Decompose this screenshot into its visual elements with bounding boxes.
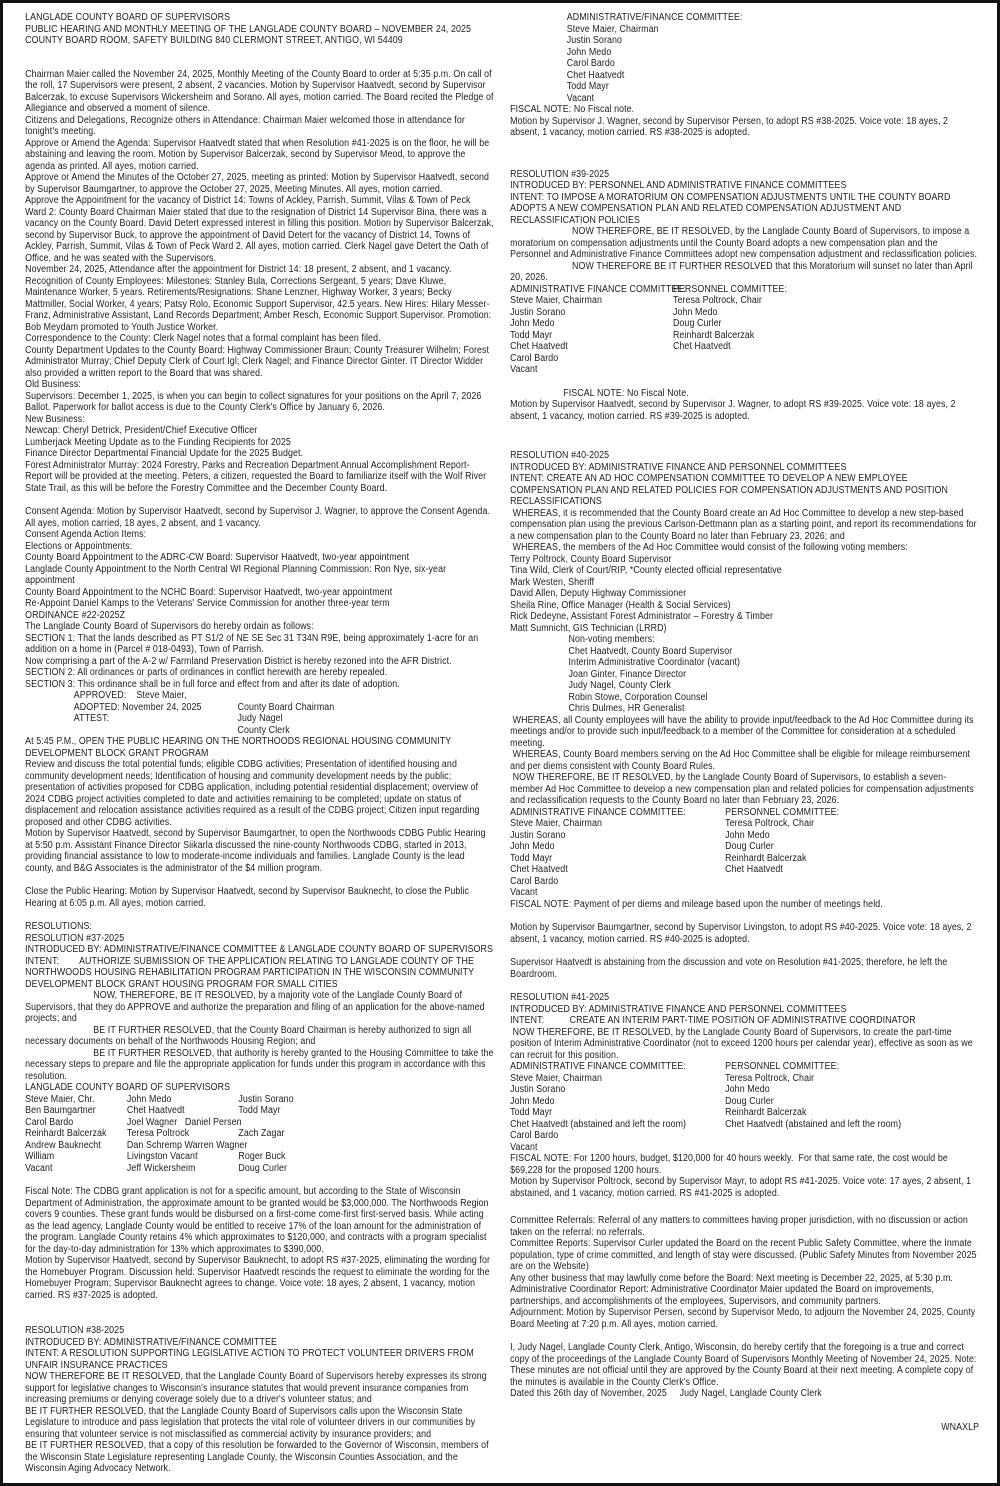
table-cell: Reinhardt Balcerzak (672, 329, 755, 341)
table-row (510, 818, 979, 830)
paragraph: INTRODUCED BY: ADMINISTRATIVE FINANCE AND PERSONNEL COMMITTEES (510, 461, 847, 473)
table-cell: Andrew Bauknecht (25, 1139, 101, 1151)
table-cell: PERSONNEL COMMITTEE: (725, 806, 840, 818)
resolution-heading: RESOLUTION #38-2025 (25, 1325, 125, 1336)
paragraph: NOW THEREFORE, BE IT RESOLVED, by the Langlade County Board of Supervisors, to impose a moratorium on compensation adjustments until the County Board adopts a new compensation plan and the Personnel and Administrative Finance Committees adopt new compensation adjustment and reclassification policies. (510, 226, 978, 260)
table-cell: Carol Bardo (510, 1130, 559, 1141)
table-cell: John Medo (725, 1084, 770, 1095)
table-row (25, 1094, 494, 1106)
table-row (510, 853, 979, 865)
resolution-heading: RESOLUTION #40-2025 (510, 450, 610, 461)
paragraph: County Board Appointment to the NCHC Board: Supervisor Haatvedt, two-year appointment (25, 586, 393, 598)
table-row (510, 364, 979, 376)
paragraph: County Department Updates to the County Board: Highway Commissioner Braun; County Treasurer Wilhelm; Forest Administrator Murray; Chief Deputy Clerk of Court Igl; Clerk Nagel; and Finance Director Ginter. IT Director Widder also provided a written report to the Board that was shared. (25, 344, 492, 379)
table-cell: Doug Curler (672, 318, 722, 329)
paragraph: BE IT FURTHER RESOLVED, that the Langlade County Board of Supervisors calls upon the Wisconsin State Legislature to introduce and pass legislation that protects the vital role of volunteer drivers in our communities by ensuring that volunteer service is not misclassified as commercial activity by insurance providers; and (25, 1405, 478, 1440)
table-cell: Chet Haatvedt (abstained and left the room) (725, 1118, 902, 1130)
page-title: LANGLADE COUNTY BOARD OF SUPERVISORS (25, 12, 231, 23)
table-cell: William (25, 1151, 55, 1162)
paragraph: County Board Appointment to the ADRC-CW Board: Supervisor Haatvedt, two-year appointment (25, 552, 410, 563)
table-cell: Carol Bardo (510, 875, 559, 887)
table-cell (673, 364, 979, 376)
paragraph: INTENT: A RESOLUTION SUPPORTING LEGISLATIVE ACTION TO PROTECT VOLUNTEER DRIVERS FROM UNFAIR INSURANCE PRACTICES (25, 1348, 477, 1371)
table-cell: ADOPTED: November 24, 2025 (73, 701, 202, 713)
table-cell: Todd Mayr (510, 1107, 553, 1118)
table-cell: Ben Baumgartner (25, 1105, 96, 1116)
table-cell (725, 887, 979, 899)
paragraph: NOW THEREFORE BE IT FURTHER RESOLVED that this Moratorium will sunset no later than April 20, 2026. (510, 260, 976, 283)
table-cell: Vacant (510, 1141, 538, 1153)
committee-list (510, 12, 979, 104)
table-cell: Steve Maier, Chr. (25, 1093, 95, 1105)
spacer (25, 909, 494, 921)
table-row (510, 1084, 979, 1096)
paragraph: WHEREAS, County Board members serving on the Ad Hoc Committee shall be eligible for mileage reimbursement and per diems consistent with County Board Rules. (510, 749, 973, 772)
list-line: Carol Bardo (566, 58, 615, 69)
table-cell: Chet Haatvedt (abstained and left the room) (510, 1118, 687, 1130)
paragraph: Supervisor Haatvedt is abstaining from the discussion and vote on Resolution #41-2025; therefore, he left the Boardroom. (510, 957, 950, 980)
paragraph: Supervisors: December 1, 2025, is when you can begin to collect signatures for your positions on the April 7, 2026 Ballot. Paperwork for ballot access is due to the County Clerk's Office by January 6, 2026. (25, 390, 484, 413)
paragraph: Chairman Maier called the November 24, 2025, Monthly Meeting of the County Board to order at 5:35 p.m. On call of the roll, 17 Supervisors were present, 2 absent, 2 vacancies. Motion by Supervisor Haatvedt, second by Supervisor Balcerzak, to excuse Supervisors Wickersheim and Sorano. All ayes, motion carried. The Board recited the Pledge of Allegiance and observed a moment of silence. (25, 68, 496, 114)
table-cell: ADMINISTRATIVE FINANCE COMMITTEE: (510, 806, 686, 818)
table-cell: Chet Haatvedt (725, 864, 783, 875)
paragraph: Re-Appoint Daniel Kamps to the Veterans' Service Commission for another three-year term (25, 598, 390, 609)
table-cell: Reinhardt Balcerzak (725, 1107, 807, 1118)
table-cell (238, 1140, 494, 1152)
spacer (25, 494, 494, 506)
clerk-certification: I, Judy Nagel, Langlade County Clerk, Antigo, Wisconsin, do hereby certify that the foregoing is a true and correct copy of the proceedings of the Langlade County Board of Supervisors Monthly Meeting of November 24, 2025. Note: These minutes are not official until they are approved by the County Board at their next meeting. A complete copy of the minutes is available in the County Clerk's Office. (510, 1342, 979, 1388)
spacer (25, 47, 494, 69)
paragraph: BE IT FURTHER RESOLVED, that a copy of this resolution be forwarded to the Governor of Wisconsin, members of the Wisconsin State Legislature representing Langlade County, the Wisconsin Counties Association, and the Wisconsin Aging Advocacy Network. (25, 1440, 492, 1474)
table-cell: Doug Curler (725, 1095, 774, 1107)
section-heading: New Business: (25, 413, 85, 425)
spacer (25, 874, 494, 886)
paragraph: INTRODUCED BY: PERSONNEL AND ADMINISTRATIVE FINANCE COMMITTEES (510, 180, 847, 191)
spacer (510, 422, 979, 450)
table-cell: Vacant (510, 887, 538, 898)
paragraph: WHEREAS, all County employees will have the ability to provide input/feedback to the Ad Hoc Committee during its meetings and/or to provide such input/feedback to a member of the Committee for consideration at a scheduled meeting. (510, 714, 977, 749)
table-row (510, 830, 979, 842)
motion-paragraph: Motion by Supervisor Haatvedt, second by Supervisor Bauknecht, to adopt RS #37-2025, eliminating the wording for the Homebuyer Program. Discussion held. Supervisor Haatvedt rescinds the request to eliminate the wording for the Homebuyer Program; Supervisor Bauknecht agrees to change. Voice vote: 18 ayes, 2 absent, 1 vacancy, motion carried. RS #37-2025 is adopted. (25, 1255, 493, 1301)
paragraph: Newcap: Cheryl Detrick, President/Chief Executive Officer (25, 425, 258, 436)
table-cell: Zach Zagar (238, 1128, 285, 1139)
table-cell: Justin Sorano (510, 306, 566, 318)
list-line: Interim Administrative Coordinator (vacant) (568, 657, 741, 668)
table-row (510, 807, 979, 819)
table-row (510, 841, 979, 853)
paragraph: Committee Referrals: Referral of any matters to committees having proper jurisdiction, with no discussion or action taken on the referral: no referrals. (510, 1215, 971, 1238)
left-column-blocks (25, 47, 497, 1475)
signature-block (25, 690, 494, 736)
paragraph: Any other business that may lawfully come before the Board: Next meeting is December 22, 2025, at 5:30 p.m. (510, 1272, 953, 1284)
table-cell: Justin Sorano (238, 1093, 294, 1105)
table-row (74, 713, 494, 725)
table-row (25, 1117, 494, 1129)
table-cell: Reinhardt Balcerzak (725, 852, 807, 864)
table-cell: County Board Chairman (237, 701, 335, 713)
table-row (510, 318, 979, 330)
table-cell: Chet Haatvedt (510, 341, 568, 352)
paragraph: Recognition of County Employees: Milestones: Stanley Bula, Corrections Sergeant, 5 years; Dave Kluwe, Maintenance Worker, 5 years. Retirements/Resignations: Shane Lenzner, Highway Worker, 3 years; Becky Mattmiller, Social Worker, 4 years; Patsy Rolo, Economic Support Supervisor, 42.5 years. New Hires: Hilary Messer-Franz, Administrative Assistant, Land Records Department; Amber Resch, Economic Support Supervisor. Promotion: Bob Meydam promoted to Youth Justice Worker. (25, 275, 494, 333)
table-cell: Vacant (510, 364, 538, 375)
fiscal-note: Fiscal Note: The CDBG grant application is not for a specific amount, but according to the State of Wisconsin Department of Administration, the approximate amount to be granted would be $3,000,000. The Northwoods Region covers 9 counties. These grant funds would be disbursed on a first-come come-first first-served basis. While acting as the lead agency, Langlade County would be entitled to receive 17% of the loan amount for the administration of the program. Langlade County retains 4% which approximates to $120,000, and contracts with a program specialist for the day-to-day administration for 13% which approximates to $390,000. (25, 1186, 492, 1255)
list-line: Rick Dedeyne, Assistant Forest Administrator – Forestry & Timber (510, 611, 774, 622)
paragraph: SECTION 2: All ordinances or parts of ordinances in conflict herewith are hereby repealed. (25, 667, 388, 678)
table-cell: PERSONNEL COMMITTEE: (672, 283, 787, 295)
table-cell (238, 690, 495, 702)
paragraph: Adjournment: Motion by Supervisor Persen, second by Supervisor Medo, to adjourn the November 24, 2025, County Board Meeting at 7:20 p.m. All ayes, motion carried. (510, 1307, 978, 1330)
paragraph: Now comprising a part of the A-2 w/ Farmland Preservation District is hereby rezoned into the AFR District. (25, 655, 452, 667)
list-line: Sheila Rine, Office Manager (Health & Social Services) (510, 599, 731, 611)
table-cell: Doug Curler (238, 1162, 288, 1174)
list-line: John Medo (566, 46, 612, 58)
table-cell (238, 1117, 494, 1129)
list-line: David Allen, Deputy Highway Commissioner (510, 588, 687, 599)
paragraph: Finance Director Departmental Financial Update for the 2025 Budget. (25, 448, 304, 459)
table-row (25, 1140, 494, 1152)
table-row (510, 1119, 979, 1131)
table-cell: Steve Maier, Chairman (510, 295, 602, 306)
table-cell: Carol Bardo (25, 1116, 74, 1128)
left-column (25, 12, 497, 1475)
motion-paragraph: Motion by Supervisor Poltrock, second by Supervisor Mayr, to adopt RS #41-2025. Voice vote: 17 ayes, 2 absent, 1 abstained, and 1 vacancy, motion carried. RS #41-2025 is adopted. (510, 1176, 974, 1199)
table-row (510, 1061, 979, 1073)
spacer (510, 139, 979, 169)
paragraph: Elections or Appointments: (25, 540, 133, 552)
table-row (510, 1096, 979, 1108)
spacer (510, 910, 979, 922)
motion-paragraph: Motion by Supervisor Baumgartner, second by Supervisor Livingston, to adopt RS #40-2025. Voice vote: 18 ayes, 2 absent, 1 vacancy, motion carried. RS #40-2025 is adopted. (510, 922, 975, 945)
table-cell: ADMINISTRATIVE FINANCE COMMITTEE: (510, 1061, 686, 1072)
paragraph: Lumberjack Meeting Update as to the Funding Recipients for 2025 (25, 436, 291, 448)
table-row (25, 1151, 494, 1163)
list-line: Justin Sorano (566, 35, 623, 46)
paragraph: November 24, 2025, Attendance after the appointment for District 14: 18 present, 2 absent, and 1 vacancy. (25, 264, 452, 275)
spacer (510, 376, 979, 388)
list-line: Chet Haatvedt, County Board Supervisor (568, 645, 733, 657)
paragraph: BE IT FURTHER RESOLVED, that authority is hereby granted to the Housing Committee to take the necessary steps to prepare and file the appropriate application for funds under this program in accordance with this resolution. (25, 1047, 497, 1082)
voting-members-list (510, 554, 979, 635)
table-cell (673, 353, 979, 365)
paragraph: Approve or Amend the Agenda: Supervisor Haatvedt stated that when Resolution #41-2025 is on the floor, he will be abstaining and leaving the room. Motion by Supervisor Balcerzak, second by Supervisor Meod, to approve the agenda as printed. All ayes, motion carried. (25, 137, 492, 172)
paragraph: NOW THEREFORE, BE IT RESOLVED, by the Langlade County Board of Supervisors, to establish a seven-member Ad Hoc Committee to develop a new compensation plan and related policies for compensation adjustments and reclassification requests to the County Board no later than February 23, 2026. (510, 772, 977, 806)
table-cell: Steve Maier, Chairman (510, 1072, 602, 1084)
table-cell: Chet Haatvedt (510, 864, 568, 875)
table-row (510, 864, 979, 876)
roster-heading: LANGLADE COUNTY BOARD OF SUPERVISORS (25, 1082, 231, 1093)
spacer (25, 1301, 494, 1325)
table-row (510, 307, 979, 319)
table-row (25, 1128, 494, 1140)
paragraph: Consent Agenda Action Items: (25, 529, 147, 540)
table-row (510, 284, 979, 296)
list-line: Terry Poltrock, County Board Supervisor (510, 553, 672, 565)
spacer (25, 1174, 494, 1186)
table-cell: Jeff Wickersheim (126, 1162, 196, 1174)
list-line: Vacant (566, 92, 595, 104)
table-cell: Todd Mayr (238, 1105, 281, 1116)
list-line: Non-voting members: (568, 634, 655, 645)
supervisor-roster (25, 1094, 494, 1175)
list-line: Joan Ginter, Finance Director (568, 668, 687, 680)
table-row (25, 1163, 494, 1175)
spacer (510, 1400, 979, 1422)
spacer (510, 1199, 979, 1215)
list-line: Judy Nagel, County Clerk (568, 680, 671, 691)
paragraph: Review and discuss the total potential funds; eligible CDBG activities; Presentation of identified housing and community development needs; Identification of housing and community development needs by the public; presentation of activities proposed for CDBG application, including potential residential displacement; overview of 2024 CDBG project activities completed to date and activities remaining to be completed; update on status of displacement and relocation assistance activities required as a result of the CDBG project; Citizen input regarding proposed and other CDBG activities. (25, 759, 483, 828)
fiscal-note: FISCAL NOTE: No Fiscal note. (510, 104, 635, 115)
paragraph: Consent Agenda: Motion by Supervisor Haatvedt, second by Supervisor J. Wagner, to approve the Consent Agenda. All ayes, motion carried, 18 ayes, 2 absent, and 1 vacancy. (25, 506, 493, 529)
table-cell: ATTEST: (73, 713, 110, 724)
table-row (74, 702, 494, 714)
table-cell (725, 1142, 979, 1154)
motion-paragraph: Motion by Supervisor Haatvedt, second by Supervisor J. Wagner, to adopt RS #39-2025. Voice vote: 18 ayes, 2 absent, 1 vacancy, motion carried. RS #39-2025 is adopted. (510, 399, 959, 422)
table-cell: Roger Buck (238, 1151, 286, 1162)
paragraph: INTRODUCED BY: ADMINISTRATIVE FINANCE AND PERSONNEL COMMITTEES (510, 1003, 847, 1015)
table-cell: Livingston Vacant (126, 1151, 198, 1162)
table-cell (74, 725, 238, 737)
table-cell: Chet Haatvedt (126, 1105, 185, 1116)
spacer (510, 980, 979, 992)
list-line: Todd Mayr (566, 81, 609, 92)
list-line: Mark Westen, Sheriff (510, 576, 595, 588)
table-cell: John Medo (672, 306, 718, 318)
list-line: ADMINISTRATIVE/FINANCE COMMITTEE: (566, 12, 743, 23)
list-line: Matt Sumnicht, GIS Technician (LRRD) (510, 622, 667, 634)
committee-table (510, 284, 979, 376)
paragraph: WHEREAS, it is recommended that the County Board create an Ad Hoc Committee to develop a new step-based compensation plan using the previous Carlson-Dettmann plan as a starting point, and report its recommendations for a new compensation plan to the County Board no later than February 23, 2026; and (510, 507, 980, 542)
paragraph: Administrative Coordinator Report: Administrative Coordinator Maier updated the Board on improvements, partnerships, and accomplishments of the employees, Supervisors, and community partners. (510, 1284, 937, 1307)
dated-line: Dated this 26th day of November, 2025 Judy Nagel, Langlade County Clerk (510, 1388, 822, 1399)
table-row (510, 1142, 979, 1154)
table-cell: Justin Sorano (510, 829, 566, 841)
table-row (74, 690, 494, 702)
paragraph: SECTION 3: This ordinance shall be in full force and effect from and after its date of adoption. (25, 678, 400, 690)
table-row (510, 330, 979, 342)
paragraph: NOW, THEREFORE, BE IT RESOLVED, by a majority vote of the Langlade County Board of Supervisors, that they do APPROVE and authorize the preparation and filing of an application for the above-named projects; and (25, 990, 488, 1024)
paragraph: INTRODUCED BY: ADMINISTRATIVE/FINANCE COMMITTEE & LANGLADE COUNTY BOARD OF SUPERVISORS (25, 944, 494, 955)
table-row (510, 1107, 979, 1119)
table-cell (725, 876, 979, 888)
table-row (510, 1073, 979, 1085)
resolution-heading: RESOLUTION #41-2025 (510, 992, 610, 1003)
legal-notice-code: WNAXLP (941, 1421, 980, 1433)
table-cell: Teresa Poltrock, Chair (725, 818, 815, 829)
non-voting-members-list (510, 634, 979, 715)
table-cell: John Medo (510, 1095, 555, 1107)
table-cell: PERSONNEL COMMITTEE: (725, 1061, 840, 1072)
paragraph: The Langlade County Board of Supervisors do hereby ordain as follows: (25, 621, 314, 632)
meeting-location: COUNTY BOARD ROOM, SAFETY BUILDING 840 CLERMONT STREET, ANTIGO, WI 54409 (25, 35, 403, 46)
table-cell: Teresa Poltrock (126, 1128, 190, 1139)
paragraph: Citizens and Delegations, Recognize others in Attendance: Chairman Maier welcomed those in attendance for tonight's meeting. (25, 114, 468, 137)
resolution-heading: RESOLUTION #39-2025 (510, 168, 610, 180)
paragraph: NOW THEREFORE, BE IT RESOLVED, by the Langlade County Board of Supervisors, to create the part-time position of Interim Administrative Coordinator (not to exceed 1200 hours per calendar year), effective as soon as we can recruit for this position. (510, 1026, 976, 1061)
table-cell: John Medo (126, 1093, 172, 1105)
table-cell: Teresa Poltrock, Chair (672, 295, 762, 306)
motion-paragraph: Motion by Supervisor J. Wagner, second by Supervisor Persen, to adopt RS #38-2025. Voice vote: 18 ayes, 2 absent, 1 vacancy, motion carried. RS #38-2025 is adopted. (510, 115, 951, 138)
table-cell: Reinhardt Balcerzak (25, 1128, 107, 1139)
table-cell: Steve Maier, Chairman (510, 818, 602, 829)
paragraph: Approve the Appointment for the vacancy of District 14: Towns of Ackley, Parrish, Summit, Vilas & Town of Peck Ward 2: County Board Chairman Maier stated that due to the resignation of District 14 Supervisor Bina, there was a vacancy on the County Board. David Detert expressed interest in filling this position. Motion by Supervisor Balcerzak, second by Supervisor Buck, to approve the appointment of David Detert for the vacancy of District 14, Towns of Ackley, Parrish, Summit, Vilas & Town of Peck Ward 2. All ayes, motion carried. Clerk Nagel gave Detert the Oath of Office, and he was seated with the Supervisors. (25, 195, 497, 264)
table-cell: APPROVED: Steve Maier, (73, 690, 187, 701)
ordinance-heading: ORDINANCE #22-2025Z (25, 609, 126, 621)
list-line: Robin Stowe, Corporation Counsel (568, 691, 708, 703)
table-cell: John Medo (510, 318, 555, 329)
table-cell: Vacant (25, 1162, 53, 1174)
fiscal-note: FISCAL NOTE: Payment of per diems and mileage based upon the number of meetings held. (510, 898, 883, 910)
table-cell: County Clerk (237, 724, 290, 736)
fiscal-note: FISCAL NOTE: For 1200 hours, budget, $120,000 for 40 hours weekly. For that same rate, the cost would be $69,228 for the proposed 1200 hours. (510, 1153, 951, 1176)
paragraph: INTENT: CREATE AN INTERIM PART-TIME POSITION OF ADMINISTRATIVE COORDINATOR (510, 1015, 916, 1026)
table-cell: Carol Bardo (510, 352, 559, 364)
paragraph: INTRODUCED BY: ADMINISTRATIVE/FINANCE COMMITTEE (25, 1336, 277, 1348)
table-cell: ADMINISTRATIVE FINANCE COMMITTEE: (510, 283, 686, 295)
paragraph: SECTION 1: That the lands described as PT S1/2 of NE SE Sec 31 T34N R9E, being approximately 1-acre for an addition on a home in (Parcel # 018-0493), Town of Parrish. (25, 632, 481, 655)
table-row (510, 1130, 979, 1142)
table-cell: Judy Nagel (237, 713, 283, 724)
list-line: Tina Wild, Clerk of Court/RIP, *County elected official representative (510, 565, 782, 576)
spacer (510, 945, 979, 957)
paragraph: INTENT: CREATE AN AD HOC COMPENSATION COMMITTEE TO DEVELOP A NEW EMPLOYEE COMPENSATION PLAN AND RELATED POLICIES FOR COMPENSATION ADJUSTMENTS AND POSITION RECLASSIFICATIONS (510, 473, 951, 507)
table-cell: Dan Schremp Warren Wagner (126, 1139, 248, 1151)
table-row (510, 295, 979, 307)
paragraph: Approve or Amend the Minutes of the October 27, 2025, meeting as printed: Motion by Supervisor Haatvedt, second by Supervisor Baumgartner, to approve the October 27, 2025, Meeting Minutes. All ayes, motion carried. (25, 172, 492, 195)
paragraph: Committee Reports: Supervisor Curler updated the Board on the recent Public Safety Committee, where the Inmate population, type of crime committed, and length of stay were discussed. (Public Safety Minutes from November 2025 are on the Website) (510, 1238, 980, 1272)
paragraph: Close the Public Hearing: Motion by Supervisor Haatvedt, second by Supervisor Bauknecht, to close the Public Hearing at 6:05 p.m. All ayes, motion carried. (25, 886, 472, 909)
table-cell: Teresa Poltrock, Chair (725, 1072, 815, 1084)
list-line: Steve Maier, Chairman (566, 23, 659, 35)
committee-table (510, 1061, 979, 1153)
paragraph: BE IT FURTHER RESOLVED, that the County Board Chairman is hereby authorized to sign all necessary documents on behalf of the Northwoods Housing Region; and (25, 1024, 474, 1047)
table-cell: Doug Curler (725, 841, 774, 852)
table-cell: Joel Wagner Daniel Persen (126, 1116, 242, 1128)
table-cell: John Medo (510, 841, 555, 852)
list-line: Chris Dulmes, HR Generalist (568, 703, 685, 714)
table-row (510, 341, 979, 353)
spacer (510, 1330, 979, 1342)
resolution-heading: RESOLUTION #37-2025 (25, 932, 125, 944)
paragraph: Correspondence to the County: Clerk Nagel notes that a formal complaint has been filed. (25, 333, 381, 344)
table-cell (725, 1130, 979, 1142)
paragraph: NOW THEREFORE BE IT RESOLVED, that the Langlade County Board of Supervisors hereby expresses its strong support for legislative changes to Wisconsin's insurance statutes that would prevent insurance companies from increasing premiums or denying coverage solely due to a driver's volunteer status; and (25, 1371, 490, 1405)
paragraph: INTENT: TO IMPOSE A MORATORIUM ON COMPENSATION ADJUSTMENTS UNTIL THE COUNTY BOARD ADOPTS A NEW COMPENSATION PLAN AND RELATED COMPENSATION ADJUSTMENT AND RECLASSIFICATION POLICIES (510, 191, 953, 226)
committee-table (510, 807, 979, 899)
page-inner (3, 3, 997, 1475)
table-cell: Todd Mayr (510, 852, 553, 864)
table-row (510, 876, 979, 888)
paragraph: Motion by Supervisor Haatvedt, second by Supervisor Baumgartner, to open the Northwoods CDBG Public Hearing at 5:50 p.m. Assistant Finance Director Siikarla discussed the nine-county Northwoods CDBG, started in 2013, providing financial assistance to low to moderate-income individuals and families. Langlade County is the lead county, and B&G Associates is the administrator of the $4 million program. (25, 828, 489, 874)
section-heading: RESOLUTIONS: (25, 921, 93, 932)
meeting-title: PUBLIC HEARING AND MONTHLY MEETING OF THE LANGLADE COUNTY BOARD – NOVEMBER 24, 2025 (25, 23, 471, 35)
paragraph: Forest Administrator Murray: 2024 Forestry, Parks and Recreation Department Annual Accomplishment Report- Report will be provided at the meeting. Peters, a citizen, requested the Board to familiarize itself with the Wolf River State Trail, as this will be before the Forestry Committee and the December County Board. (25, 459, 489, 494)
table-cell: John Medo (725, 829, 770, 841)
table-cell: Chet Haatvedt (672, 341, 731, 352)
table-row (25, 1105, 494, 1117)
table-row (510, 353, 979, 365)
table-cell: Todd Mayr (510, 329, 553, 341)
paragraph: Langlade County Appointment to the North Central WI Regional Planning Commission: Ron Nye, six-year appointment (25, 563, 449, 586)
paragraph: INTENT: AUTHORIZE SUBMISSION OF THE APPLICATION RELATING TO LANGLADE COUNTY OF THE NORTHWOODS HOUSING REHABILITATION PROGRAM PARTICIPATION IN THE WISCONSIN COMMUNITY DEVELOPMENT BLOCK GRANT HOUSING PROGRAM FOR SMALL CITIES (25, 955, 477, 990)
table-cell: Justin Sorano (510, 1084, 566, 1095)
table-row (510, 887, 979, 899)
paragraph: WHEREAS, the members of the Ad Hoc Committee would consist of the following voting members: (510, 542, 908, 553)
public-hearing-heading: At 5:45 P.M., OPEN THE PUBLIC HEARING ON THE NORTHOODS REGIONAL HOUSING COMMUNITY DEVELOPMENT BLOCK GRANT PROGRAM (25, 736, 454, 759)
fiscal-note: FISCAL NOTE: No Fiscal Note. (563, 387, 689, 399)
table-row (74, 725, 494, 737)
section-heading: Old Business: (25, 379, 81, 390)
right-column (510, 12, 979, 1475)
list-line: Chet Haatvedt (566, 69, 625, 81)
